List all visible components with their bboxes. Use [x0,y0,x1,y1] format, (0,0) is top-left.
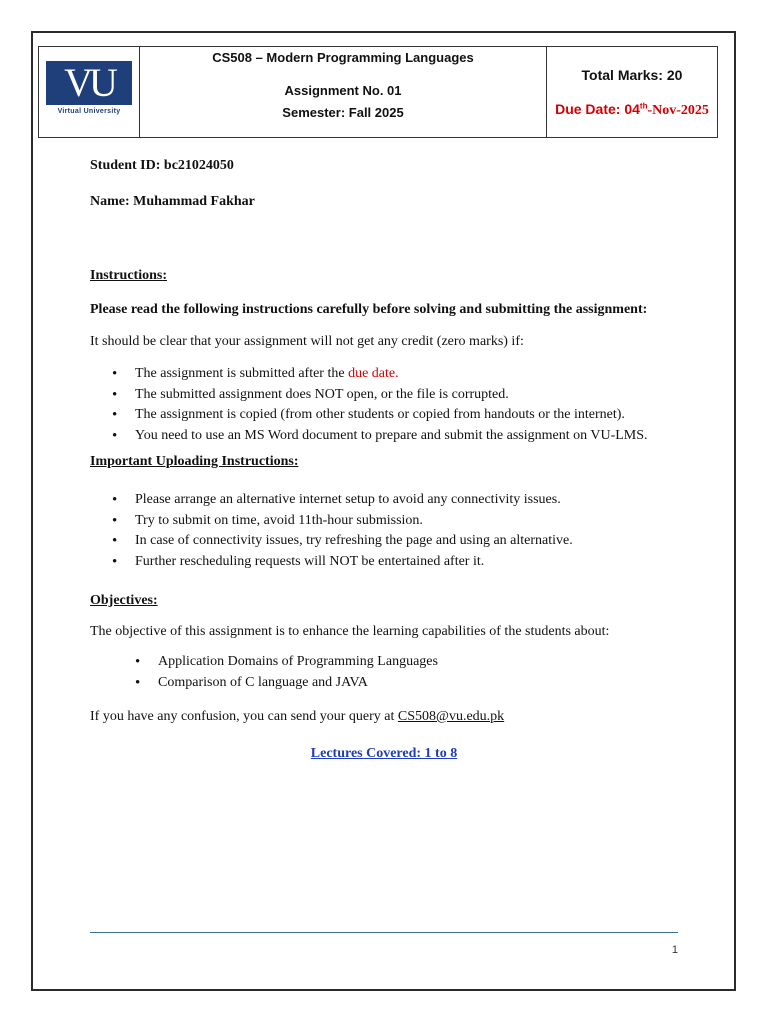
course-info-cell [140,47,547,137]
list-item-text: The assignment is submitted after the [135,366,349,381]
page-number: 1 [671,944,678,956]
due-date-label: Due Date: 04 [555,101,640,117]
objectives-intro: The objective of this assignment is to enhance the learning capabilities of the students about: [90,624,610,639]
vu-logo-caption: Virtual University [57,108,121,115]
list-item: • Try to submit on time, avoid 11th-hour submission. [90,511,678,532]
due-date [547,101,717,119]
contact-line [90,707,678,727]
contact-text: If you have any confusion, you can send your query at [90,709,398,724]
instructions-intro-bold: Please read the following instructions carefully before solving and submitting the assignment: [90,302,648,317]
course-title: CS508 – Modern Programming Languages [212,50,474,65]
list-item: • Application Domains of Programming Languages [90,652,678,673]
list-item-text: You need to use an MS Word document to prepare and submit the assignment on VU-LMS. [135,427,648,443]
list-item [90,405,678,426]
list-item-text: The submitted assignment does NOT open, or the file is corrupted. [135,386,509,402]
assignment-number: Assignment No. 01 [284,83,402,98]
instructions-list [90,364,678,446]
list-item: • In case of connectivity issues, try refreshing the page and using an alternative. [90,531,678,552]
objectives-list [90,652,678,693]
uploading-heading: Important Uploading Instructions: [90,454,299,469]
header-table [38,46,718,138]
objectives-heading: Objectives: [90,593,158,608]
list-item-text: The assignment is copied (from other students or copied from handouts or the internet). [135,407,625,422]
list-item [90,426,678,447]
instructions-heading: Instructions: [90,268,168,283]
list-item: • Comparison of C language and JAVA [90,673,678,694]
uploading-list [90,490,678,572]
vu-logo [45,61,133,123]
due-date-superscript: th [639,101,648,111]
due-date-highlight: due date. [348,366,399,381]
total-marks: Total Marks: 20 [581,67,683,83]
lectures-covered-link[interactable]: Lectures Covered: 1 to 8 [310,746,458,761]
vu-logo-mark: VU [46,61,132,105]
logo-cell [39,47,140,137]
due-date-rest: -Nov-2025 [647,103,709,118]
list-item [90,385,678,406]
document-body [90,152,678,764]
lectures-line [90,744,678,764]
list-item: • Further rescheduling requests will NOT be entertained after it. [90,552,678,573]
instructions-intro: It should be clear that your assignment will not get any credit (zero marks) if: [90,334,524,349]
student-id: Student ID: bc21024050 [90,158,234,173]
footer-divider [90,932,678,933]
marks-cell [547,47,717,137]
student-name: Name: Muhammad Fakhar [90,194,255,209]
contact-email-link[interactable]: CS508@vu.edu.pk [397,709,505,724]
list-item: • Please arrange an alternative internet setup to avoid any connectivity issues. [90,490,678,511]
semester: Semester: Fall 2025 [282,105,404,120]
list-item [90,364,678,385]
